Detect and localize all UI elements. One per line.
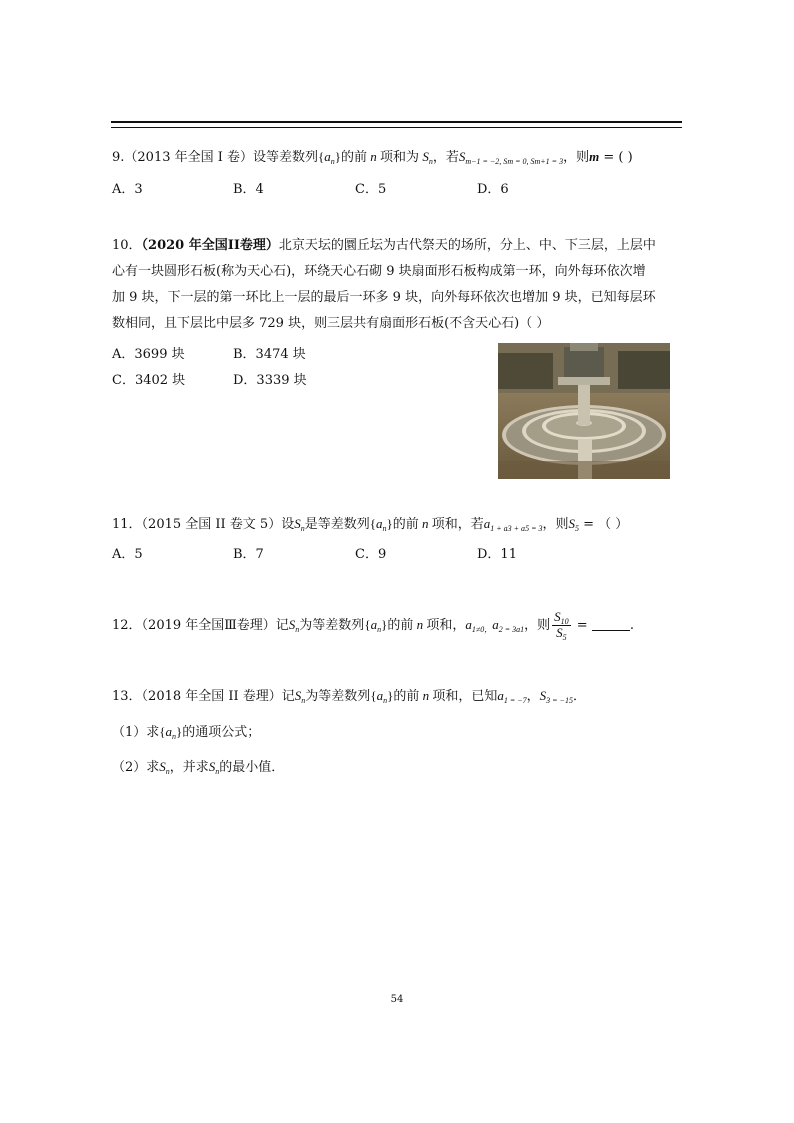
q11-option-d: D．11: [477, 547, 517, 562]
question-12: 12．（2019 年全国Ⅲ卷理）记$S_n$为等差数列$\{a_n\}$的前 n 项和，$a_{1\ne 0,}a_{2 = 3a1}$，则 $\frac{S_{10}}{S_5}$ = .: [112, 609, 634, 642]
q10-option-a: A．3699 块: [112, 347, 185, 362]
q10-option-b: B．3474 块: [233, 347, 306, 362]
page-number: 54: [390, 994, 404, 1005]
q10-option-d: D．3339 块: [233, 373, 307, 388]
temple-of-heaven-photo: [498, 343, 670, 479]
question-10-line-1: 10．（2020 年全国II卷理）北京天坛的圜丘坛为古代祭天的场所，分上、中、下三层，上层中: [112, 238, 656, 253]
question-13: 13．（2018 年全国 II 卷理）记$S_n$为等差数列$\{a_n\}$的前 n 项和，已知$a_{1 = -7}$，$S_{3 = -15}$．: [112, 688, 586, 705]
q9-option-d: D．6: [477, 182, 509, 197]
question-10-line-2: 心有一块圆形石板(称为天心石)，环绕天心石砌 9 块扇面形石板构成第一环，向外每环依次增: [112, 264, 646, 279]
question-9: 9.（2013 年全国 I 卷）设等差数列$\{a_n\}$的前 n 项和为 $S_n$，若$S_{m-1 = -2, Sm = 0, Sm+1 = 3}$，则m = ( ): [112, 149, 633, 166]
q10-option-c: C．3402 块: [112, 373, 186, 388]
s10-over-s5-fraction: $\frac{S_{10}}{S_5}$: [554, 609, 569, 642]
q9-option-a: A．3: [112, 182, 143, 197]
q9-option-c: C．5: [355, 182, 387, 197]
header-rule-thin: [111, 127, 682, 128]
question-13-part-1: （1）求$\{a_n\}$的通项公式；: [112, 724, 261, 741]
question-11: 11．（2015 全国 II 卷文 5）设$S_n$是等差数列$\{a_n\}$的前 n 项和，若$a_{1 + a3 + a5 = 3}$，则$S_5$ = （ ）: [112, 516, 629, 533]
header-rule-thick: [111, 121, 682, 123]
q11-option-b: B．7: [233, 547, 264, 562]
answer-blank: [592, 618, 630, 631]
q9-option-b: B．4: [233, 182, 264, 197]
question-13-part-2: （2）求$S_n$，并求$S_n$的最小值．: [112, 759, 285, 776]
q11-option-a: A．5: [112, 547, 143, 562]
question-10-line-3: 加 9 块，下一层的第一环比上一层的最后一环多 9 块，向外每环依次也增加 9 块，已知每层环: [112, 290, 656, 305]
question-10-line-4: 数相同，且下层比中层多 729 块，则三层共有扇面形石板(不含天心石)（ ）: [112, 316, 550, 331]
q11-option-c: C．9: [355, 547, 387, 562]
